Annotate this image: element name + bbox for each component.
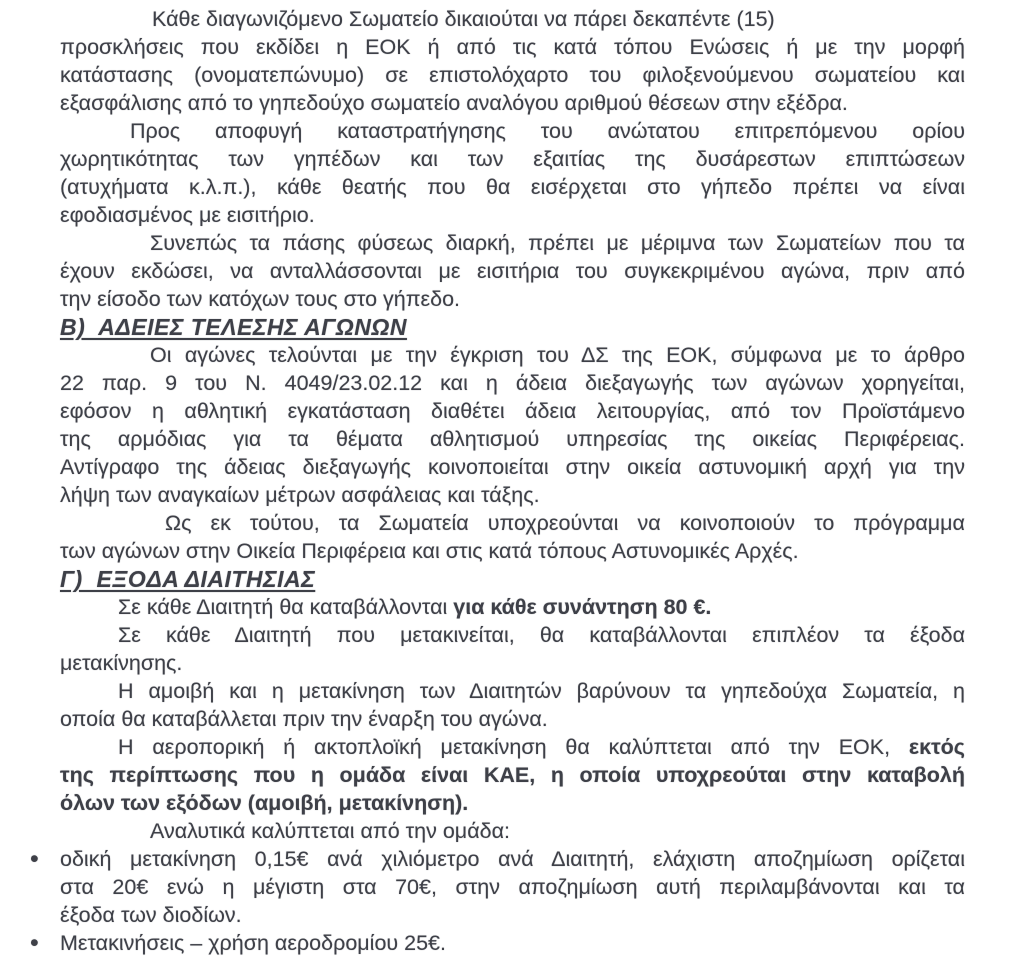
text-span: εφόσον η αθλητική εγκατάσταση διαθέτει άδεια λειτουργίας, από τον Προϊστάμενο bbox=[60, 399, 965, 423]
text-span: (ατυχήματα κ.λ.π.), κάθε θεατής που θα εισέρχεται στο γήπεδο πρέπει να είναι bbox=[60, 175, 965, 199]
paragraph-invitations bbox=[60, 5, 965, 117]
text-line bbox=[60, 117, 965, 145]
paragraph-game-permits bbox=[60, 341, 965, 509]
text-line bbox=[60, 481, 965, 509]
text-line bbox=[60, 677, 965, 705]
text-span: Σε κάθε Διαιτητή που μετακινείται, θα καταβάλλονται επιπλέον τα έξοδα bbox=[118, 623, 965, 647]
bullet-airport-use bbox=[27, 929, 965, 956]
text-span: έχουν εκδώσει, να ανταλλάσσονται με εισιτήρια του συγκεκριμένου αγώνα, πριν από bbox=[60, 259, 965, 283]
bullet-road-travel bbox=[27, 845, 965, 929]
text-span: της αρμόδιας για τα θέματα αθλητισμού υπηρεσίας της οικείας Περιφέρειας. bbox=[60, 427, 965, 451]
paragraph-notify-authorities bbox=[60, 509, 965, 565]
bullet-icon: • bbox=[30, 929, 39, 956]
text-line bbox=[60, 621, 965, 649]
paragraph-air-sea-travel bbox=[60, 733, 965, 817]
text-span: λήψη των αναγκαίων μέτρων ασφάλειας και τάξης. bbox=[60, 483, 540, 507]
text-line bbox=[60, 145, 965, 173]
text-line bbox=[60, 873, 965, 901]
section-heading-g-exoda: Γ) ΕΞΟΔΑ ΔΙΑΙΤΗΣΙΑΣ bbox=[60, 566, 316, 592]
text-line bbox=[60, 509, 965, 537]
text-line bbox=[60, 537, 965, 565]
text-line bbox=[60, 425, 965, 453]
text-span: Η αεροπορική ή ακτοπλοϊκή μετακίνηση θα καλύπτεται από την ΕΟΚ, bbox=[118, 735, 909, 759]
bullet-icon: • bbox=[30, 845, 39, 873]
text-line bbox=[60, 257, 965, 285]
text-span: στα 20€ ενώ η μέγιστη στα 70€, στην αποζημίωση αυτή περιλαμβάνονται και τα bbox=[60, 875, 965, 899]
text-line bbox=[60, 173, 965, 201]
text-line bbox=[60, 369, 965, 397]
bullet-text bbox=[60, 845, 965, 929]
text-span: Αντίγραφο της άδειας διεξαγωγής κοινοποιείται στην οικεία αστυνομική αρχή για την bbox=[60, 455, 965, 479]
text-span: μετακίνησης. bbox=[60, 651, 183, 675]
text-line bbox=[60, 453, 965, 481]
text-line bbox=[60, 705, 965, 733]
bold-text: εκτός bbox=[908, 735, 965, 759]
text-span: χωρητικότητας των γηπέδων και των εξαιτίας της δυσάρεστων επιπτώσεων bbox=[60, 147, 965, 171]
text-span: εξασφάλισης από το γηπεδούχο σωματείο αναλόγου αριθμού θέσεων στην εξέδρα. bbox=[60, 91, 848, 115]
bold-text: για κάθε συνάντηση 80 €. bbox=[453, 595, 712, 619]
text-line bbox=[60, 817, 965, 845]
text-line bbox=[60, 33, 965, 61]
text-line bbox=[60, 61, 965, 89]
text-line bbox=[60, 845, 965, 873]
text-span: κατάστασης (ονοματεπώνυμο) σε επιστολόχαρτο του φιλοξενούμενου σωματείου και bbox=[60, 63, 965, 87]
text-span: Κάθε διαγωνιζόμενο Σωματείο δικαιούται να πάρει δεκαπέντε (15) bbox=[152, 7, 775, 31]
text-span: Η αμοιβή και η μετακίνηση των Διαιτητών βαρύνουν τα γηπεδούχα Σωματεία, η bbox=[118, 679, 965, 703]
paragraph-covered-by-team bbox=[60, 817, 965, 845]
text-line bbox=[60, 593, 965, 621]
text-span: 22 παρ. 9 του Ν. 4049/23.02.12 και η άδεια διεξαγωγής των αγώνων χορηγείται, bbox=[60, 371, 965, 395]
text-line bbox=[60, 5, 965, 33]
text-span: Αναλυτικά καλύπτεται από την ομάδα: bbox=[150, 819, 510, 843]
text-span: την είσοδο των κατόχων τους στο γήπεδο. bbox=[60, 287, 461, 311]
text-line bbox=[60, 929, 965, 956]
text-span: έξοδα των διοδίων. bbox=[60, 903, 242, 927]
document-body bbox=[30, 5, 965, 956]
text-span: οδική μετακίνηση 0,15€ ανά χιλιόμετρο ανά Διαιτητή, ελάχιστη αποζημίωση ορίζεται bbox=[60, 847, 965, 871]
text-span: Σε κάθε Διαιτητή θα καταβάλλονται bbox=[118, 595, 454, 619]
text-line bbox=[60, 201, 965, 229]
text-line bbox=[60, 397, 965, 425]
text-line bbox=[60, 341, 965, 369]
paragraph-passes bbox=[60, 229, 965, 313]
text-line bbox=[60, 285, 965, 313]
text-span: Συνεπώς τα πάσης φύσεως διαρκή, πρέπει με μέριμνα των Σωματείων που τα bbox=[150, 231, 965, 255]
text-line bbox=[60, 733, 965, 761]
text-span: προσκλήσεις που εκδίδει η ΕΟΚ ή από τις κατά τόπου Ενώσεις ή με την μορφή bbox=[60, 35, 965, 59]
text-line bbox=[60, 901, 965, 929]
text-line bbox=[60, 789, 965, 817]
bold-text: όλων των εξόδων (αμοιβή, μετακίνηση). bbox=[60, 791, 469, 815]
paragraph-travel-extra bbox=[60, 621, 965, 677]
text-line bbox=[60, 649, 965, 677]
text-line bbox=[60, 229, 965, 257]
paragraph-capacity bbox=[60, 117, 965, 229]
text-span: Μετακινήσεις – χρήση αεροδρομίου 25€. bbox=[60, 931, 446, 955]
paragraph-referee-fee bbox=[60, 593, 965, 621]
text-span: των αγώνων στην Οικεία Περιφέρεια και στις κατά τόπους Αστυνομικές Αρχές. bbox=[60, 539, 799, 563]
text-line bbox=[60, 761, 965, 789]
text-span: Προς αποφυγή καταστρατήγησης του ανώτατου επιτρεπόμενου ορίου bbox=[130, 119, 965, 143]
text-span: Οι αγώνες τελούνται με την έγκριση του ΔΣ της ΕΟΚ, σύμφωνα με το άρθρο bbox=[150, 343, 965, 367]
text-line bbox=[60, 89, 965, 117]
text-span: οποία θα καταβάλλεται πριν την έναρξη του αγώνα. bbox=[60, 707, 548, 731]
bold-text: της περίπτωσης που η ομάδα είναι ΚΑΕ, η οποία υποχρεούται στην καταβολή bbox=[60, 763, 965, 787]
text-span: εφοδιασμένος με εισιτήριο. bbox=[60, 203, 315, 227]
text-span: Ως εκ τούτου, τα Σωματεία υποχρεούνται να κοινοποιούν το πρόγραμμα bbox=[165, 511, 965, 535]
bullet-text bbox=[60, 929, 965, 956]
section-heading-b-adeies: Β) ΑΔΕΙΕΣ ΤΕΛΕΣΗΣ ΑΓΩΝΩΝ bbox=[60, 314, 407, 340]
paragraph-home-club-pays bbox=[60, 677, 965, 733]
